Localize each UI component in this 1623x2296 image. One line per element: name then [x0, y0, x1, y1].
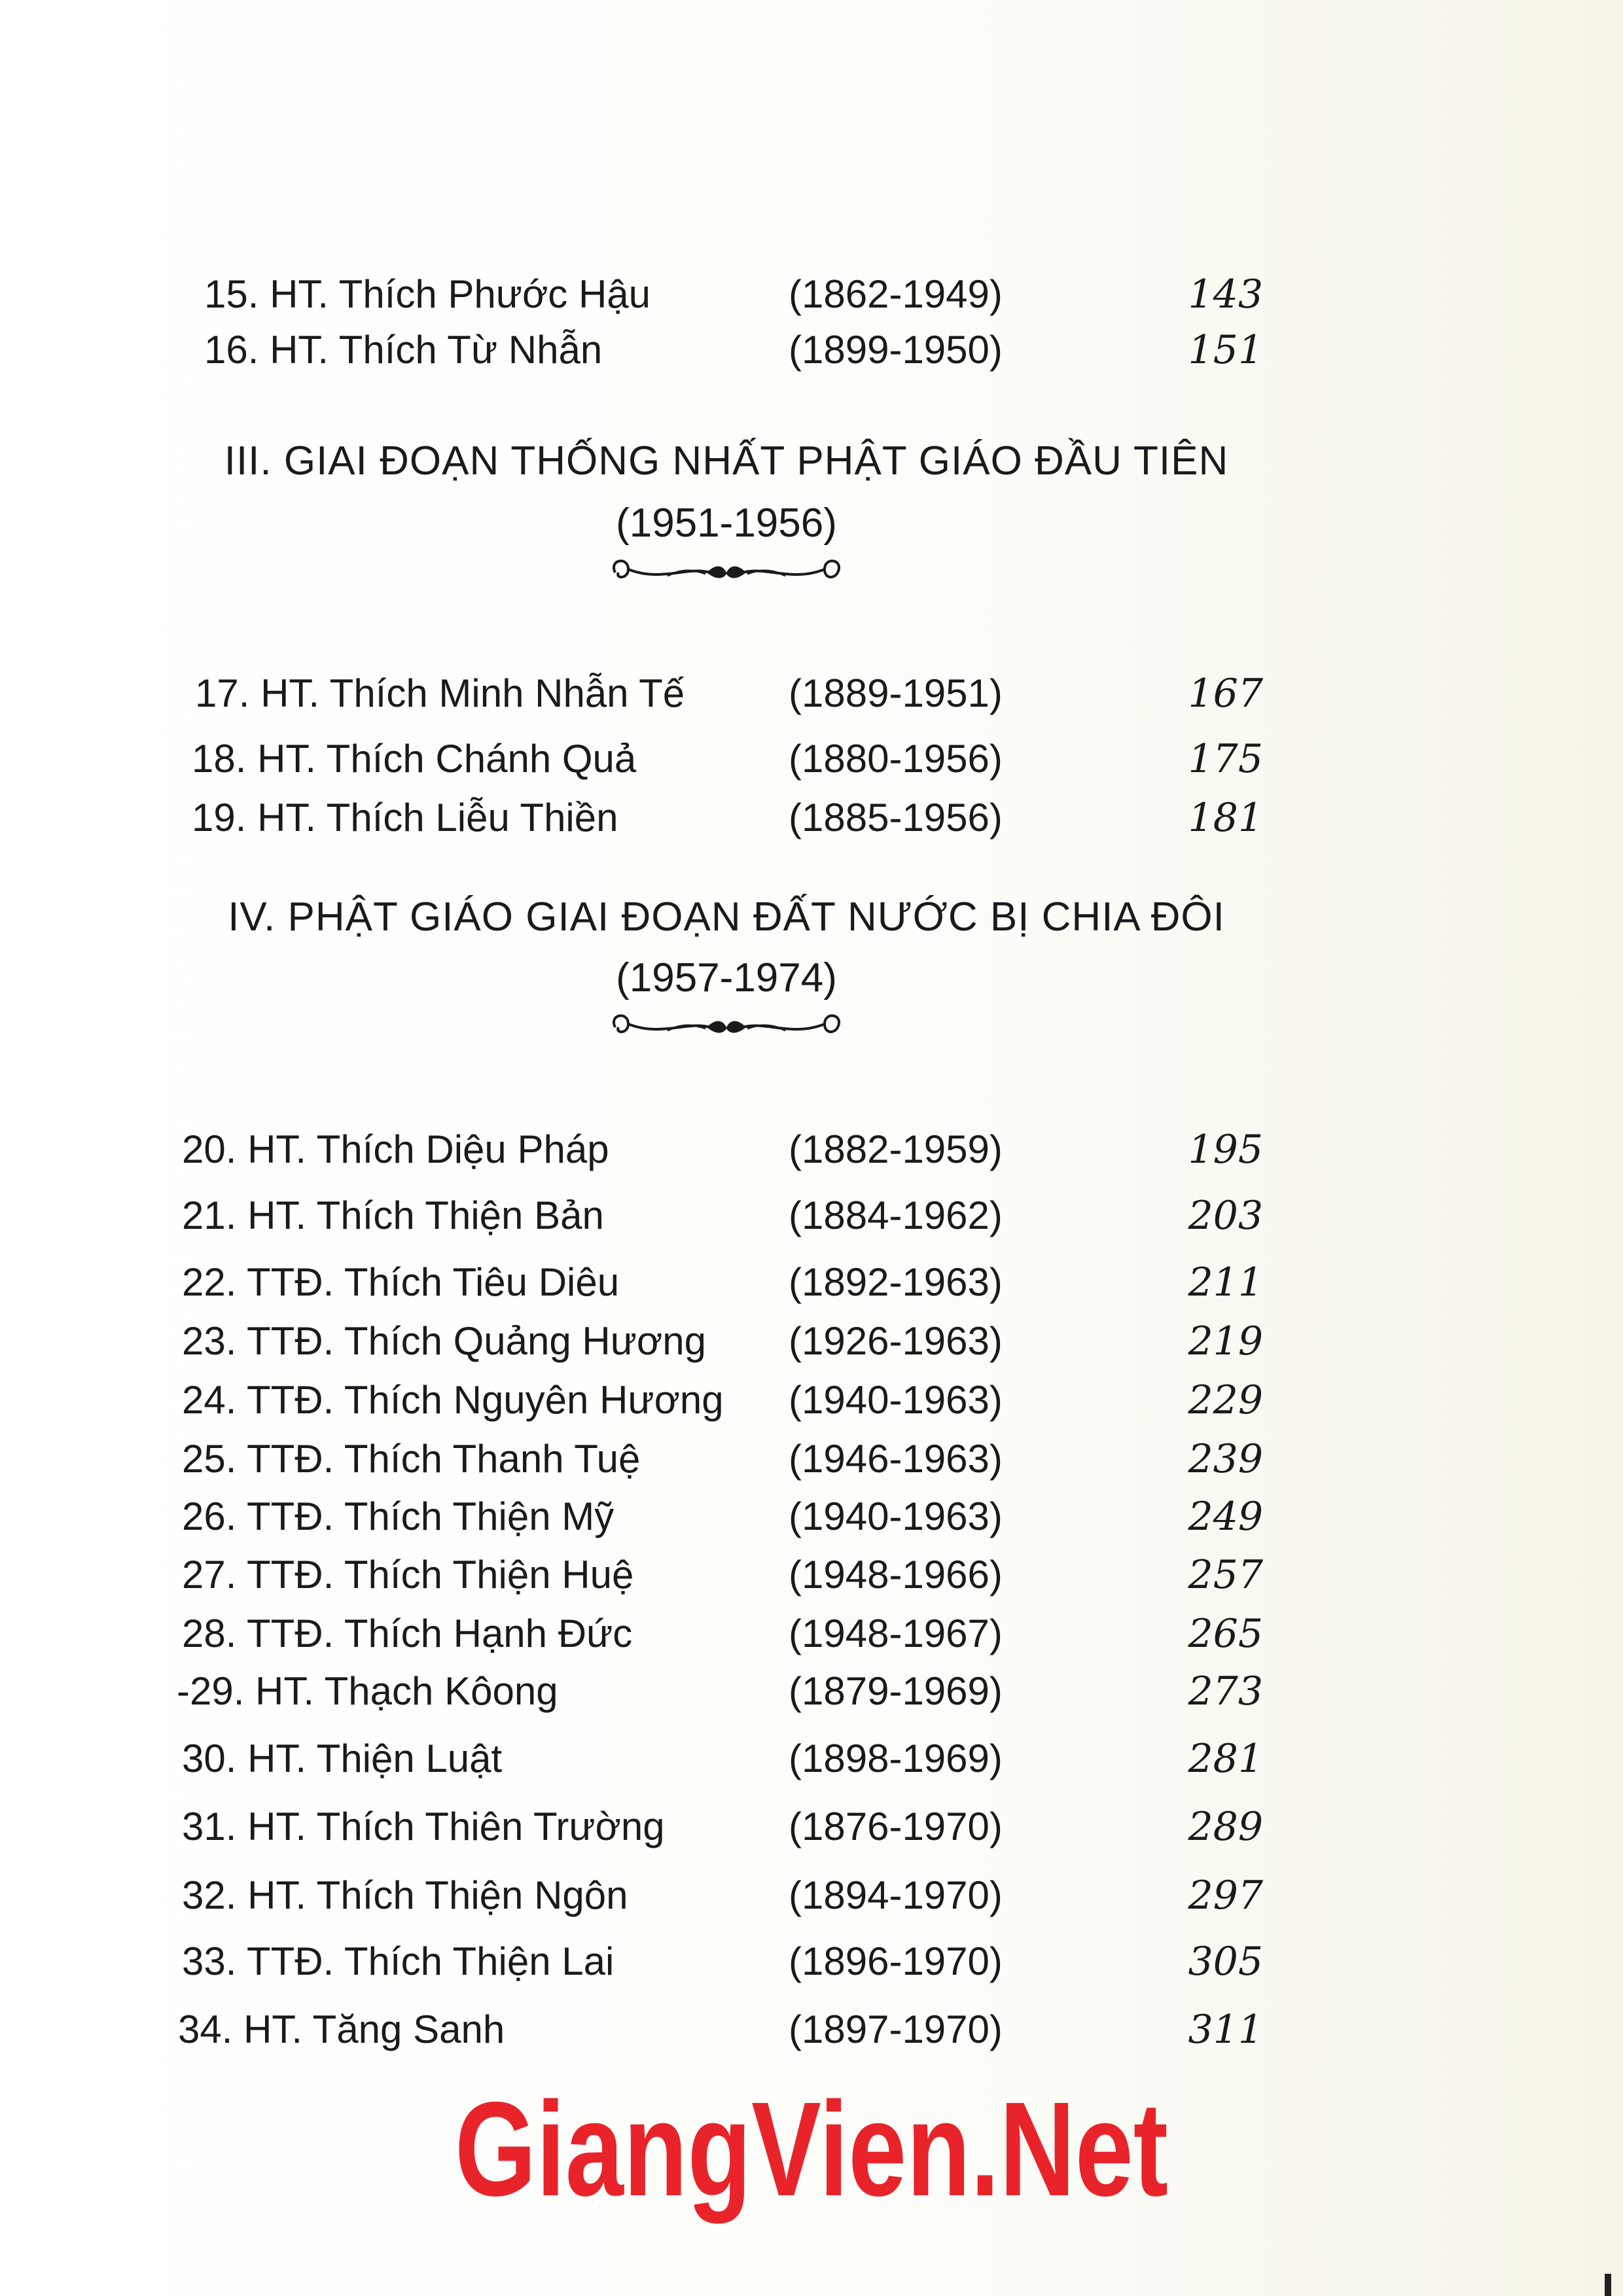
entry-name: 32. HT. Thích Thiện Ngôn [182, 1873, 628, 1917]
entry-name: 28. TTĐ. Thích Hạnh Đức [182, 1612, 633, 1655]
entry-years: (1946-1963) [789, 1437, 1003, 1481]
list-item [0, 1935, 1623, 1988]
entry-page-number: 257 [1188, 1552, 1263, 1598]
entry-name: 24. TTĐ. Thích Nguyên Hương [182, 1378, 724, 1422]
list-item [0, 1665, 1623, 1718]
entry-name: 31. HT. Thích Thiên Trường [182, 1805, 665, 1848]
entry-page-number: 281 [1188, 1736, 1263, 1782]
list-item [0, 1733, 1623, 1785]
list-item [0, 1123, 1623, 1176]
entry-page-number: 229 [1188, 1377, 1263, 1423]
list-item [0, 324, 1623, 376]
entry-page-number: 203 [1188, 1193, 1263, 1239]
entry-years: (1948-1966) [789, 1553, 1003, 1597]
list-item [0, 667, 1623, 720]
entry-page-number: 297 [1188, 1873, 1263, 1918]
entry-years: (1892-1963) [789, 1260, 1003, 1304]
entry-page-number: 305 [1188, 1939, 1263, 1985]
entry-page-number: 311 [1188, 2007, 1263, 2053]
entry-years: (1889-1951) [789, 671, 1003, 715]
entry-years: (1882-1959) [789, 1127, 1003, 1171]
entry-years: (1899-1950) [789, 328, 1003, 372]
entry-name: 18. HT. Thích Chánh Quả [192, 737, 637, 781]
entry-name: 23. TTĐ. Thích Quảng Hương [182, 1319, 707, 1363]
entry-years: (1897-1970) [789, 2007, 1003, 2051]
entry-page-number: 219 [1188, 1318, 1263, 1364]
entry-years: (1862-1949) [789, 272, 1003, 316]
entry-page-number: 143 [1188, 272, 1263, 317]
entry-years: (1948-1967) [789, 1612, 1003, 1655]
entry-name: 30. HT. Thiện Luật [182, 1737, 503, 1780]
list-item [0, 1549, 1623, 1601]
entry-years: (1940-1963) [789, 1378, 1003, 1422]
entry-page-number: 167 [1188, 671, 1263, 716]
scan-edge-mark [1605, 2274, 1611, 2296]
entry-page-number: 211 [1188, 1260, 1263, 1305]
entry-page-number: 265 [1188, 1611, 1263, 1657]
section-heading: IV. PHẬT GIÁO GIAI ĐOẠN ĐẤT NƯỚC BỊ CHIA ĐÔI [228, 894, 1225, 940]
entry-years: (1879-1969) [789, 1669, 1003, 1713]
entry-name: 33. TTĐ. Thích Thiện Lai [182, 1939, 615, 1983]
list-item [0, 1869, 1623, 1922]
entry-name: 20. HT. Thích Diệu Pháp [182, 1127, 609, 1171]
list-item [0, 1374, 1623, 1426]
entry-name: 34. HT. Tăng Sanh [178, 2007, 505, 2051]
list-item [0, 733, 1623, 785]
entry-years: (1940-1963) [789, 1494, 1003, 1538]
list-item [0, 268, 1623, 321]
entry-name: 17. HT. Thích Minh Nhẫn Tế [195, 671, 685, 715]
entry-name: 26. TTĐ. Thích Thiện Mỹ [182, 1494, 615, 1538]
entry-page-number: 273 [1188, 1669, 1263, 1714]
entry-years: (1885-1956) [789, 796, 1003, 839]
list-item [0, 2004, 1623, 2056]
entry-years: (1896-1970) [789, 1939, 1003, 1983]
entry-page-number: 289 [1188, 1804, 1263, 1850]
entry-name: 19. HT. Thích Liễu Thiền [192, 796, 618, 839]
entry-page-number: 175 [1188, 736, 1263, 782]
entry-years: (1898-1969) [789, 1737, 1003, 1780]
list-item [0, 1315, 1623, 1368]
list-item [0, 1801, 1623, 1853]
ornament-divider [602, 1001, 851, 1047]
watermark-text: GiangVien.Net [455, 2074, 1168, 2224]
list-item [0, 1256, 1623, 1309]
section-years: (1957-1974) [616, 955, 837, 1000]
section-years: (1951-1956) [616, 501, 837, 546]
section-heading: III. GIAI ĐOẠN THỐNG NHẤT PHẬT GIÁO ĐẦU TIÊN [224, 438, 1229, 484]
entry-name: -29. HT. Thạch Kôong [177, 1669, 558, 1713]
entry-years: (1880-1956) [789, 737, 1003, 781]
entry-page-number: 181 [1188, 795, 1263, 841]
list-item [0, 1433, 1623, 1485]
entry-name: 22. TTĐ. Thích Tiêu Diêu [182, 1260, 620, 1304]
entry-name: 16. HT. Thích Từ Nhẫn [204, 328, 603, 372]
entry-years: (1884-1962) [789, 1193, 1003, 1237]
entry-years: (1926-1963) [789, 1319, 1003, 1363]
list-item [0, 1491, 1623, 1543]
list-item [0, 1190, 1623, 1242]
entry-page-number: 249 [1188, 1494, 1263, 1540]
ornament-divider [602, 546, 851, 592]
entry-name: 21. HT. Thích Thiện Bản [182, 1193, 604, 1237]
entry-name: 15. HT. Thích Phước Hậu [204, 272, 651, 316]
entry-page-number: 195 [1188, 1127, 1263, 1173]
list-item [0, 792, 1623, 844]
entry-years: (1876-1970) [789, 1805, 1003, 1848]
entry-years: (1894-1970) [789, 1873, 1003, 1917]
entry-name: 27. TTĐ. Thích Thiện Huệ [182, 1553, 634, 1597]
list-item [0, 1608, 1623, 1660]
entry-page-number: 239 [1188, 1436, 1263, 1482]
entry-page-number: 151 [1188, 327, 1263, 373]
entry-name: 25. TTĐ. Thích Thanh Tuệ [182, 1437, 641, 1481]
